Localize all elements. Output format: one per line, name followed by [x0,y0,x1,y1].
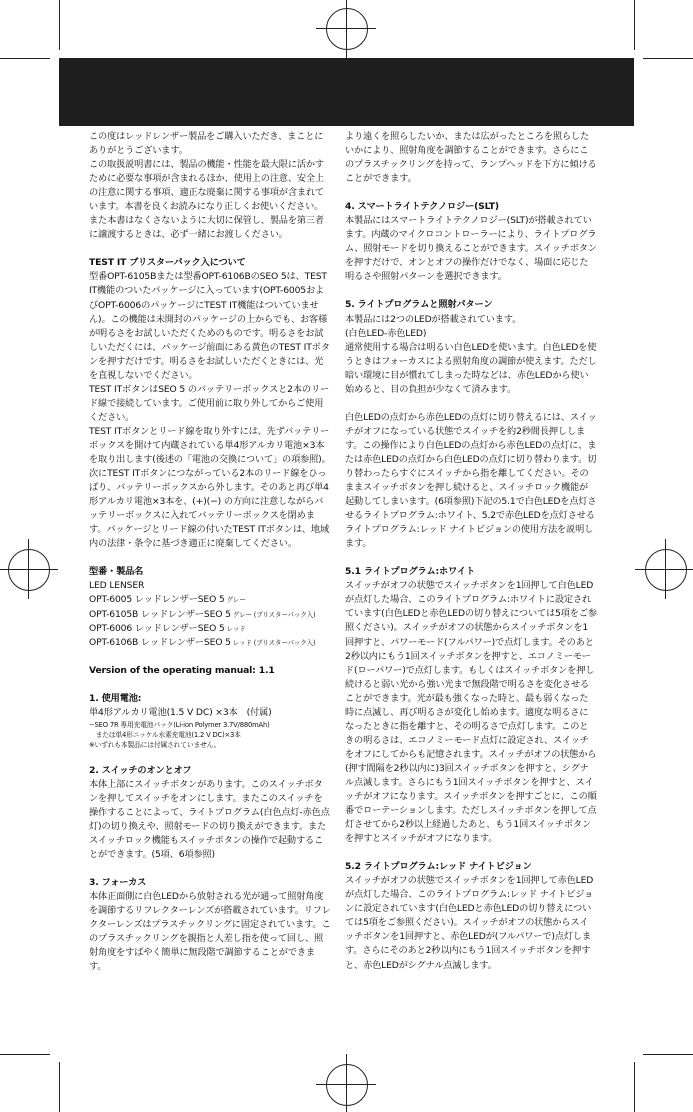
right-column [345,130,597,973]
crop-mark-bottom-right-horizontal [643,1054,693,1055]
slt-heading: 4. スマートライトテクノロジー(SLT) [345,201,499,213]
battery-heading: 1. 使用電池: [89,692,142,704]
light-program-line-2: (白色LED-赤色LED) [345,327,427,339]
red-program-body: スイッチがオフの状態でスイッチボタンを1回押して赤色LEDが点灯した場合、このライトプログラム:レッド ナイトビジョンに設定されています(白色LEDと赤色LEDの切り替えについては5項をご参照ください)。スイッチがオフの状態からスイッチボタンを1回押すと、赤色LEDが(フルパワーで)点灯します。さらにそのあと2秒以内にもう1回スイッチボタンを押すと、赤色LEDがシグナル点滅します。 [345,875,594,971]
manual-version: Version of the operating manual: 1.1 [89,664,275,676]
crop-mark-top-right-horizontal [643,58,693,59]
battery-main: 単4形アルカリ電池(1.5 V DC) ×3本 (付属) [89,706,272,718]
red-program-heading: 5.2 ライトプログラム:レッド ナイトビジョン [345,861,532,873]
light-program-body-2: 白色LEDの点灯から赤色LEDの点灯に切り替えるには、スイッチがオフになっている状態でスイッチを約2秒間長押しします。この操作により白色LEDの点灯から赤色LEDの点灯に、または赤色LEDの点灯から白色LEDの点灯に切り替わります。切り替わったらすぐにスイッチから指を離してください。そのままスイッチボタンを押し続けると、スイッチロック機能が起動してしまいます。(6項参照)下記の5.1で白色LEDを点灯させるライトプログラム:ホワイト、5.2で赤色LEDを点灯させるライトプログラム:レッド ナイトビジョンの使用方法を説明します。 [345,411,597,550]
crop-mark-top-right-vertical [634,0,635,50]
test-it-paragraph-2: TEST ITボタンはSEO 5 のバッテリーボックスと2本のリード線で接続しています。ご使用前に取り外してからご使用ください。 [89,383,330,423]
white-program-body: スイッチがオフの状態でスイッチボタンを1回押して白色LEDが点灯した場合、このライトプログラム:ホワイトに設定されています(白色LEDと赤色LEDの切り替えについては5項をご参照ください)。スイッチがオフの状態からスイッチボタンを1回押すと、パワーモード(フルパワー)で点灯します。そのあと2秒以内にもう1回スイッチボタンを押すと、エコノミーモード(ローパワー)で点灯します。もしくはスイッチボタンを押し続けると弱い光から強い光まで無段階で明るさを変化させることができます。光が最も強くなった時と、最も弱くなった時に点滅し、再び明るさが変化し始めます。適度な明るさになったときに指を離すと、その明るさで点灯します。このときの明るさは、エコノミーモード点灯に設定され、スイッチをオフにしてからも記憶されます。スイッチがオフの状態から(押す間隔を2秒以内に)3回スイッチボタンを押すと、シグナル点滅します。さらにもう1回スイッチボタンを押すと、スイッチがオフになります。スイッチボタンを押すごとに、この順番でローテーションします。ただしスイッチボタンを押して点灯させてから2秒以上経過したあと、もう1回スイッチボタンを押すとスイッチがオフになります。 [345,580,597,845]
switch-heading: 2. スイッチのオンとオフ [89,764,192,776]
intro-paragraph-2: この取扱説明書には、製品の機能・性能を最大限に活かすために必要な事項が含まれるほか、使用上の注意、安全上の注意に関する事項、適正な廃棄に関する事項が含まれています。本書を良くお読みになり正しくお使いください。また本書はなくさないように大切に保管し、製品を第三者に譲渡するときは、必ず一緒にお渡しください。 [89,159,324,241]
crop-mark-bottom-left-horizontal [0,1054,50,1055]
models-brand: LED LENSER [89,580,145,592]
crop-mark-bottom-right-vertical [634,1062,635,1112]
switch-body: 本体上部にスイッチボタンがあります。このスイッチボタンを押してスイッチをオンにします。またこのスイッチを操作することによって、ライトプログラム(白色点灯-赤色点灯)の切り換えや、照射モードの切り換えができます。またスイッチロック機能もスイッチボタンの操作で起動することができます。(5項、6項参照) [89,778,330,861]
model-item: OPT-6106B レッドレンザーSEO 5 レッド (ブリスターパック入) [89,636,316,648]
left-column [89,130,331,974]
crop-mark-top-left-horizontal [0,58,50,59]
crop-mark-top-left-vertical [59,0,60,50]
battery-note: または単4形ニッケル水素充電池(1.2 V DC)×3本 [89,730,241,739]
intro-paragraph-1: この度はレッドレンザー製品をご購入いただき、まことにありがとうございます。 [89,131,324,157]
white-program-heading: 5.1 ライトプログラム:ホワイト [345,566,475,578]
header-band [59,58,634,126]
focus-heading: 3. フォーカス [89,877,147,889]
light-program-heading: 5. ライトプログラムと照射パターン [345,299,493,311]
focus-body: 本体正面側に白色LEDから放射される光が通って照射角度を調節するリフレクターレンズが搭載されています。リフレクターレンズはプラスチックリングに固定されています。このプラスチックリングを親指と人差し指を使って回し、照射角度をすばやく簡単に無段階で調節することができます。 [89,891,331,973]
light-program-body-1: 通常使用する場合は明るい白色LEDを使います。白色LEDを使うときはフォーカスによる照射角度の調節が使えます。ただし暗い環境に目が慣れてしまった時などは、赤色LEDから使い始めると、目の負担が少なくて済みます。 [345,341,597,395]
test-it-heading: TEST IT ブリスターパック入について [89,257,246,269]
battery-note: ※いずれも本製品には付属されていません。 [89,740,221,749]
crop-mark-bottom-left-vertical [59,1062,60,1112]
model-item: OPT-6005 レッドレンザーSEO 5 グレー [89,594,246,606]
models-heading: 型番・製品名 [89,566,144,578]
focus-body-continued: より遠くを照らしたいか、または広がったところを照らしたいかにより、照射角度を調節することができます。さらにこのプラスチックリングを持って、ランプヘッドを下方に傾けることができます。 [345,131,597,185]
model-item: OPT-6105B レッドレンザーSEO 5 グレー (ブリスターパック入) [89,608,316,620]
slt-body: 本製品にはスマートライトテクノロジー(SLT)が搭載されています。内蔵のマイクロコントローラーにより、ライトプログラム、照射モードを切り換えることができます。スイッチボタンを押すだけで、オンとオフの操作だけでなく、場面に応じた明るさや照射パターンを選択できます。 [345,215,597,283]
test-it-paragraph-3: TEST ITボタンとリード線を取り外すには、先ずバッテリーボックスを開けて内蔵されている単4形アルカリ電池×3本を取り出します(後述の「電池の交換について」の項参照)。次にTEST ITボタンにつながっている2本のリード線をひっぱり、バッテリーボックスから外します。そのあと再び単4形アルカリ電池×3本を、(+)(−) の方向に注意しながらバッテリーボックスに入れてバッテリーボックスを閉めます。パッケージとリード線の付いたTEST ITボタンは、地域内の法律・条令に基づき適正に廃棄してください。 [89,425,331,550]
battery-note: −SEO 7R 専用充電池パック(Li-ion Polymer 3.7V/880mAh) [89,720,270,729]
model-item: OPT-6006 レッドレンザーSEO 5 レッド [89,622,246,634]
light-program-line-1: 本製品には2つのLEDが搭載されています。 [345,313,522,325]
test-it-paragraph-1: 型番OPT-6105Bまたは型番OPT-6106BのSEO 5は、TEST IT機能のついたパッケージに入っています(OPT-6005およびOPT-6006のパッケージにTEST IT機能はついていません)。この機能は未開封のパッケージの上からでも、お客様が明るさをお試しいただくためのものです。明るさをお試しいただくには、パッケージ前面にある黄色のTEST ITボタンを押すだけです。明るさをお試しいただくときには、光を直視しないでください。 [89,271,330,381]
